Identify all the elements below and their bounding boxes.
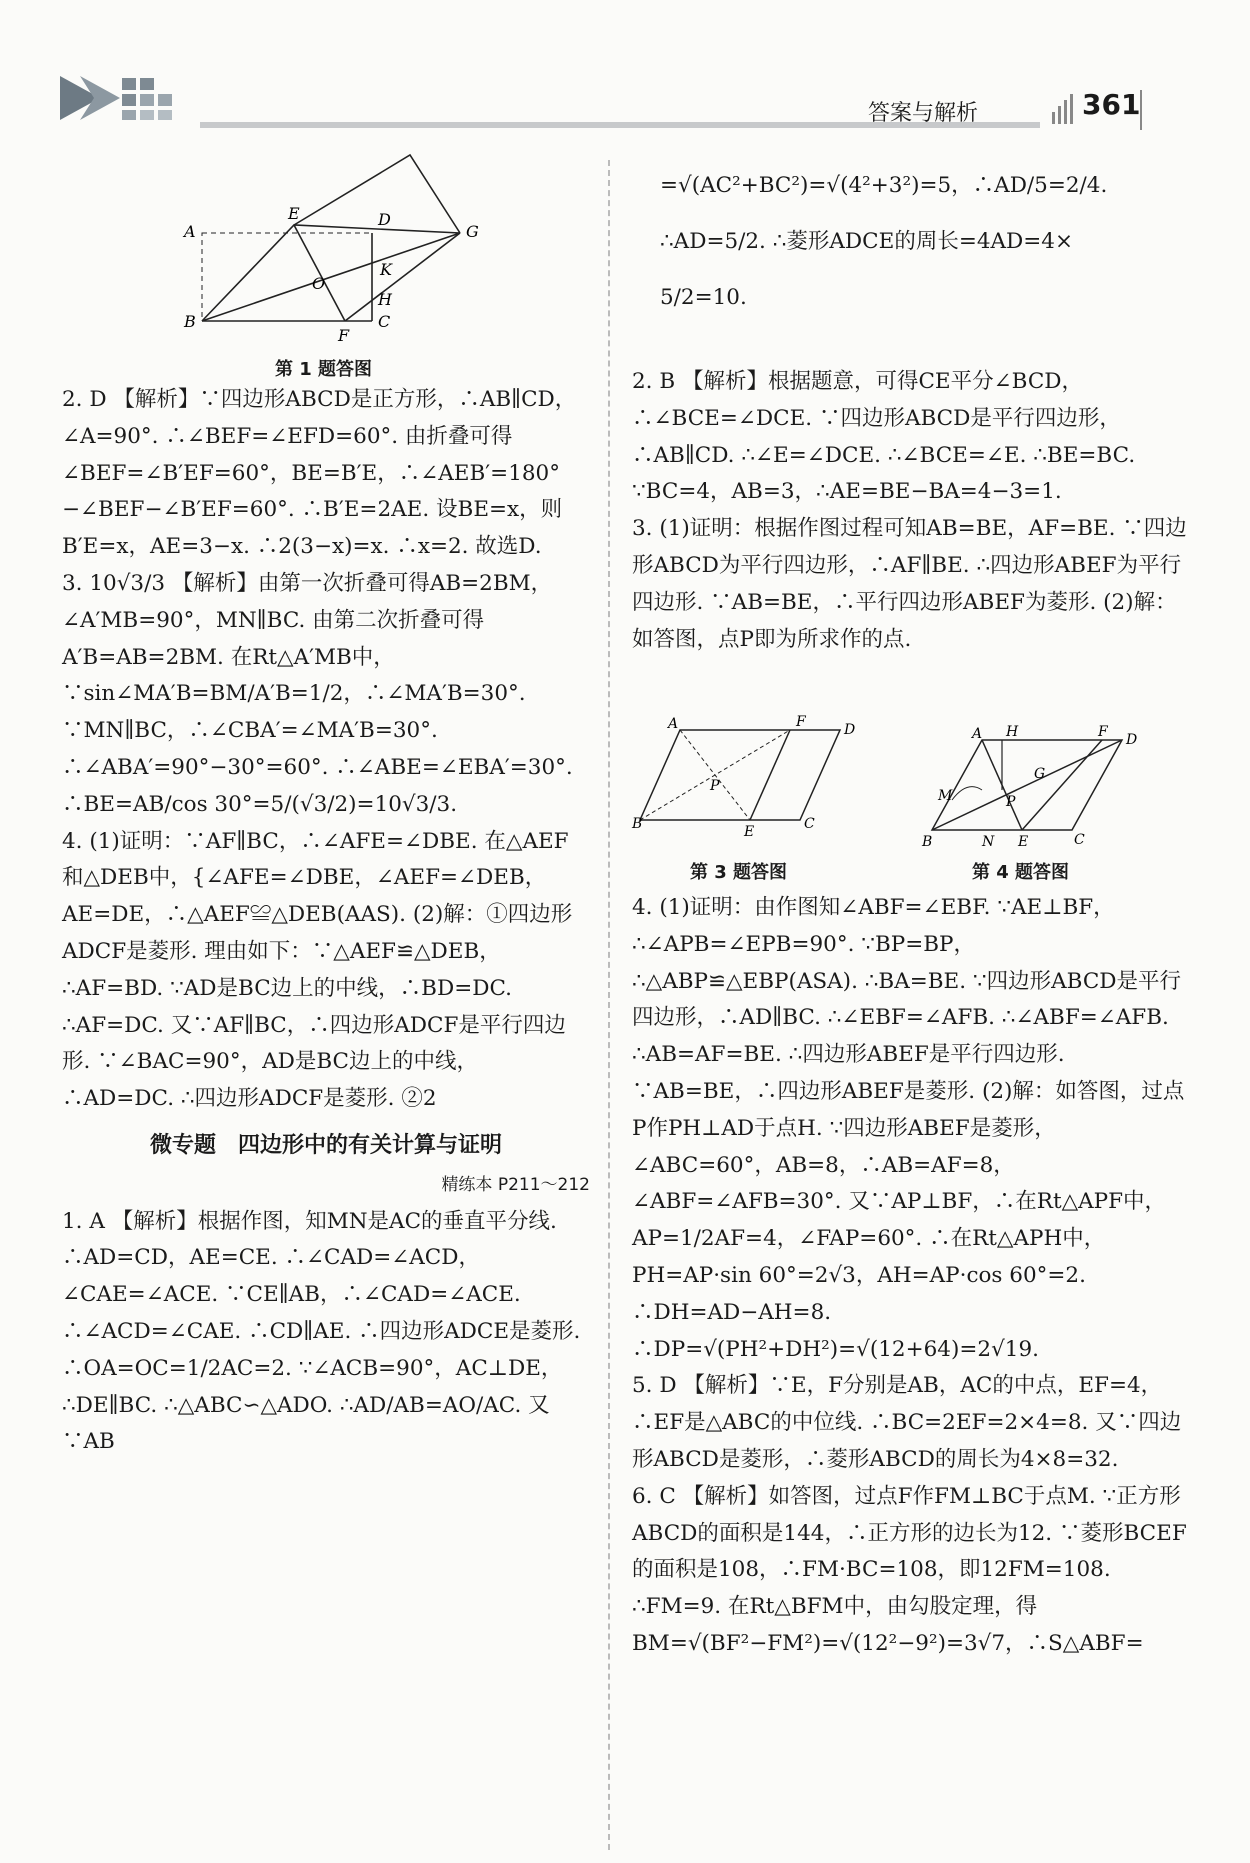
svg-text:E: E	[1018, 834, 1029, 850]
page-number: 361	[1082, 88, 1141, 121]
svg-text:E: E	[744, 824, 755, 840]
svg-text:K: K	[380, 260, 392, 279]
svg-text:F: F	[1098, 724, 1108, 740]
column-divider	[608, 160, 610, 1850]
right-answer-3: 3. (1)证明：根据作图过程可知AB=BE，AF=BE. ∵四边形ABCD为平行四边形，∴AF∥BE. ∴四边形ABEF为平行四边形. ∵AB=BE，∴平行四边形ABEF为菱形. (2)解：如答图，点P即为所求作的点.	[632, 516, 1187, 652]
right-answer-6: 6. C 【解析】如答图，过点F作FM⊥BC于点M. ∵正方形ABCD的面积是144，∴正方形的边长为12. ∵菱形BCEF的面积是108，∴FM·BC=108，即12FM=108. ∴FM=9. 在Rt△BFM中，由勾股定理，得BM=√(BF²−FM²)=√(12²−9²)=3√7，∴S△ABF=	[632, 1483, 1187, 1656]
svg-text:D: D	[1126, 732, 1138, 748]
left-answer-4: 4. (1)证明：∵AF∥BC，∴∠AFE=∠DBE. 在△AEF和△DEB中，{∠AFE=∠DBE，∠AEF=∠DEB，AE=DE，∴△AEF≌△DEB(AAS). (2)解：①四边形ADCF是菱形. 理由如下：∵△AEF≌△DEB，∴AF=BD. ∵AD是BC边上的中线，∴BD=DC. ∴AF=DC. 又∵AF∥BC，∴四边形ADCF是平行四边形. ∵∠BAC=90°，AD是BC边上的中线，∴AD=DC. ∴四边形ADCF是菱形. ②2	[62, 828, 573, 1112]
right-top-line-3: 5/2=10.	[660, 285, 747, 310]
svg-text:F: F	[338, 326, 350, 345]
right-answer-5: 5. D 【解析】∵E，F分别是AB，AC的中点，EF=4，∴EF是△ABC的中位线. ∴BC=2EF=2×4=8. 又∵四边形ABCD是菱形，∴菱形ABCD的周长为4×8=32.	[632, 1373, 1182, 1472]
figure-1-caption: 第 1 题答图	[275, 359, 373, 380]
right-answer-2: 2. B 【解析】根据题意，可得CE平分∠BCD，∴∠BCE=∠DCE. ∵四边形ABCD是平行四边形，∴AB∥CD. ∴∠E=∠DCE. ∴∠BCE=∠E. ∴BE=BC. ∵BC=4，AB=3，∴AE=BE−BA=4−3=1.	[632, 369, 1136, 505]
right-top-line-2: ∴AD=5/2. ∴菱形ADCE的周长=4AD=4×	[660, 229, 1073, 254]
figure-4	[922, 720, 1142, 854]
svg-text:B: B	[184, 312, 196, 331]
section-heading: 微专题 四边形中的有关计算与证明	[149, 1132, 502, 1158]
figure-4-caption: 第 4 题答图	[972, 862, 1070, 883]
figure-1	[170, 155, 490, 359]
svg-text:D: D	[378, 210, 391, 229]
right-column	[632, 364, 1192, 658]
right-answer-4: 4. (1)证明：由作图知∠ABF=∠EBF. ∵AE⊥BF，∴∠APB=∠EPB=90°. ∵BP=BP，∴△ABP≌△EBP(ASA). ∴BA=BE. ∵四边形ABCD是平行四边形，∴AD∥BC. ∴∠EBF=∠AFB. ∴∠ABF=∠AFB. ∴AB=AF=BE. ∴四边形ABEF是平行四边形. ∵AB=BE，∴四边形ABEF是菱形. (2)解：如答图，过点P作PH⊥AD于点H. ∵四边形ABEF是菱形，∠ABC=60°，AB=8，∴AB=AF=8，∠ABF=∠AFB=30°. 又∵AP⊥BF，∴在Rt△APF中，AP=1/2AF=4，∠FAP=60°. ∴在Rt△APH中，PH=AP·sin 60°=2√3，AH=AP·cos 60°=2. ∴DH=AD−AH=8. ∴DP=√(PH²+DH²)=√(12+64)=2√19.	[632, 895, 1185, 1362]
svg-text:O: O	[312, 274, 326, 293]
svg-text:C: C	[378, 312, 391, 331]
right-top-math	[660, 158, 1220, 326]
svg-text:N: N	[982, 834, 995, 850]
svg-text:E: E	[288, 204, 300, 223]
svg-text:C: C	[1074, 832, 1085, 848]
book-reference: 精练本 P211～212	[441, 1174, 590, 1195]
svg-text:D: D	[844, 722, 856, 738]
svg-text:A: A	[668, 716, 679, 732]
svg-text:F: F	[796, 714, 806, 730]
header-section-title: 答案与解析	[868, 101, 979, 126]
left-answer-2: 2. D 【解析】∵四边形ABCD是正方形，∴AB∥CD，∠A=90°. ∴∠BEF=∠EFD=60°. 由折叠可得∠BEF=∠B′EF=60°，BE=B′E，∴∠AEB′=180°−∠BEF−∠B′EF=60°. ∴B′E=2AE. 设BE=x，则B′E=x，AE=3−x. ∴2(3−x)=x. ∴x=2. 故选D.	[62, 387, 577, 560]
header-separator	[1140, 90, 1142, 130]
svg-text:B: B	[632, 816, 643, 832]
svg-text:G: G	[1034, 766, 1046, 782]
figure-3-caption: 第 3 题答图	[690, 862, 788, 883]
left-column	[62, 382, 590, 1461]
right-column-lower	[632, 890, 1192, 1663]
svg-text:H: H	[378, 290, 392, 309]
svg-text:A: A	[184, 222, 196, 241]
svg-text:M: M	[938, 788, 953, 804]
left-answer-1b: 1. A 【解析】根据作图，知MN是AC的垂直平分线. ∴AD=CD，AE=CE. ∴∠CAD=∠ACD，∠CAE=∠ACE. ∵CE∥AB，∴∠CAD=∠ACE. ∴∠ACD=∠CAE. ∴CD∥AE. ∴四边形ADCE是菱形. ∴OA=OC=1/2AC=2. ∵∠ACB=90°，AC⊥DE，∴DE∥BC. ∴△ABC∽△ADO. ∴AD/AB=AO/AC. 又∵AB	[62, 1208, 581, 1455]
right-top-line-1: =√(AC²+BC²)=√(4²+3²)=5，∴AD/5=2/4.	[660, 173, 1108, 198]
svg-text:P: P	[710, 778, 720, 794]
figure-3	[632, 710, 860, 844]
svg-text:G: G	[466, 222, 479, 241]
page-header	[0, 70, 1250, 140]
svg-text:B: B	[922, 834, 933, 850]
svg-text:H: H	[1006, 724, 1019, 740]
svg-text:C: C	[804, 816, 815, 832]
svg-text:A: A	[972, 726, 983, 742]
svg-text:P: P	[1006, 794, 1016, 810]
left-answer-3: 3. 10√3/3 【解析】由第一次折叠可得AB=2BM，∠A′MB=90°，MN∥BC. 由第二次折叠可得A′B=AB=2BM. 在Rt△A′MB中，∵sin∠MA′B=BM/A′B=1/2，∴∠MA′B=30°. ∵MN∥BC，∴∠CBA′=∠MA′B=30°. ∴∠ABA′=90°−30°=60°. ∴∠ABE=∠EBA′=30°. ∴BE=AB/cos 30°=5/(√3/2)=10√3/3.	[62, 570, 573, 817]
